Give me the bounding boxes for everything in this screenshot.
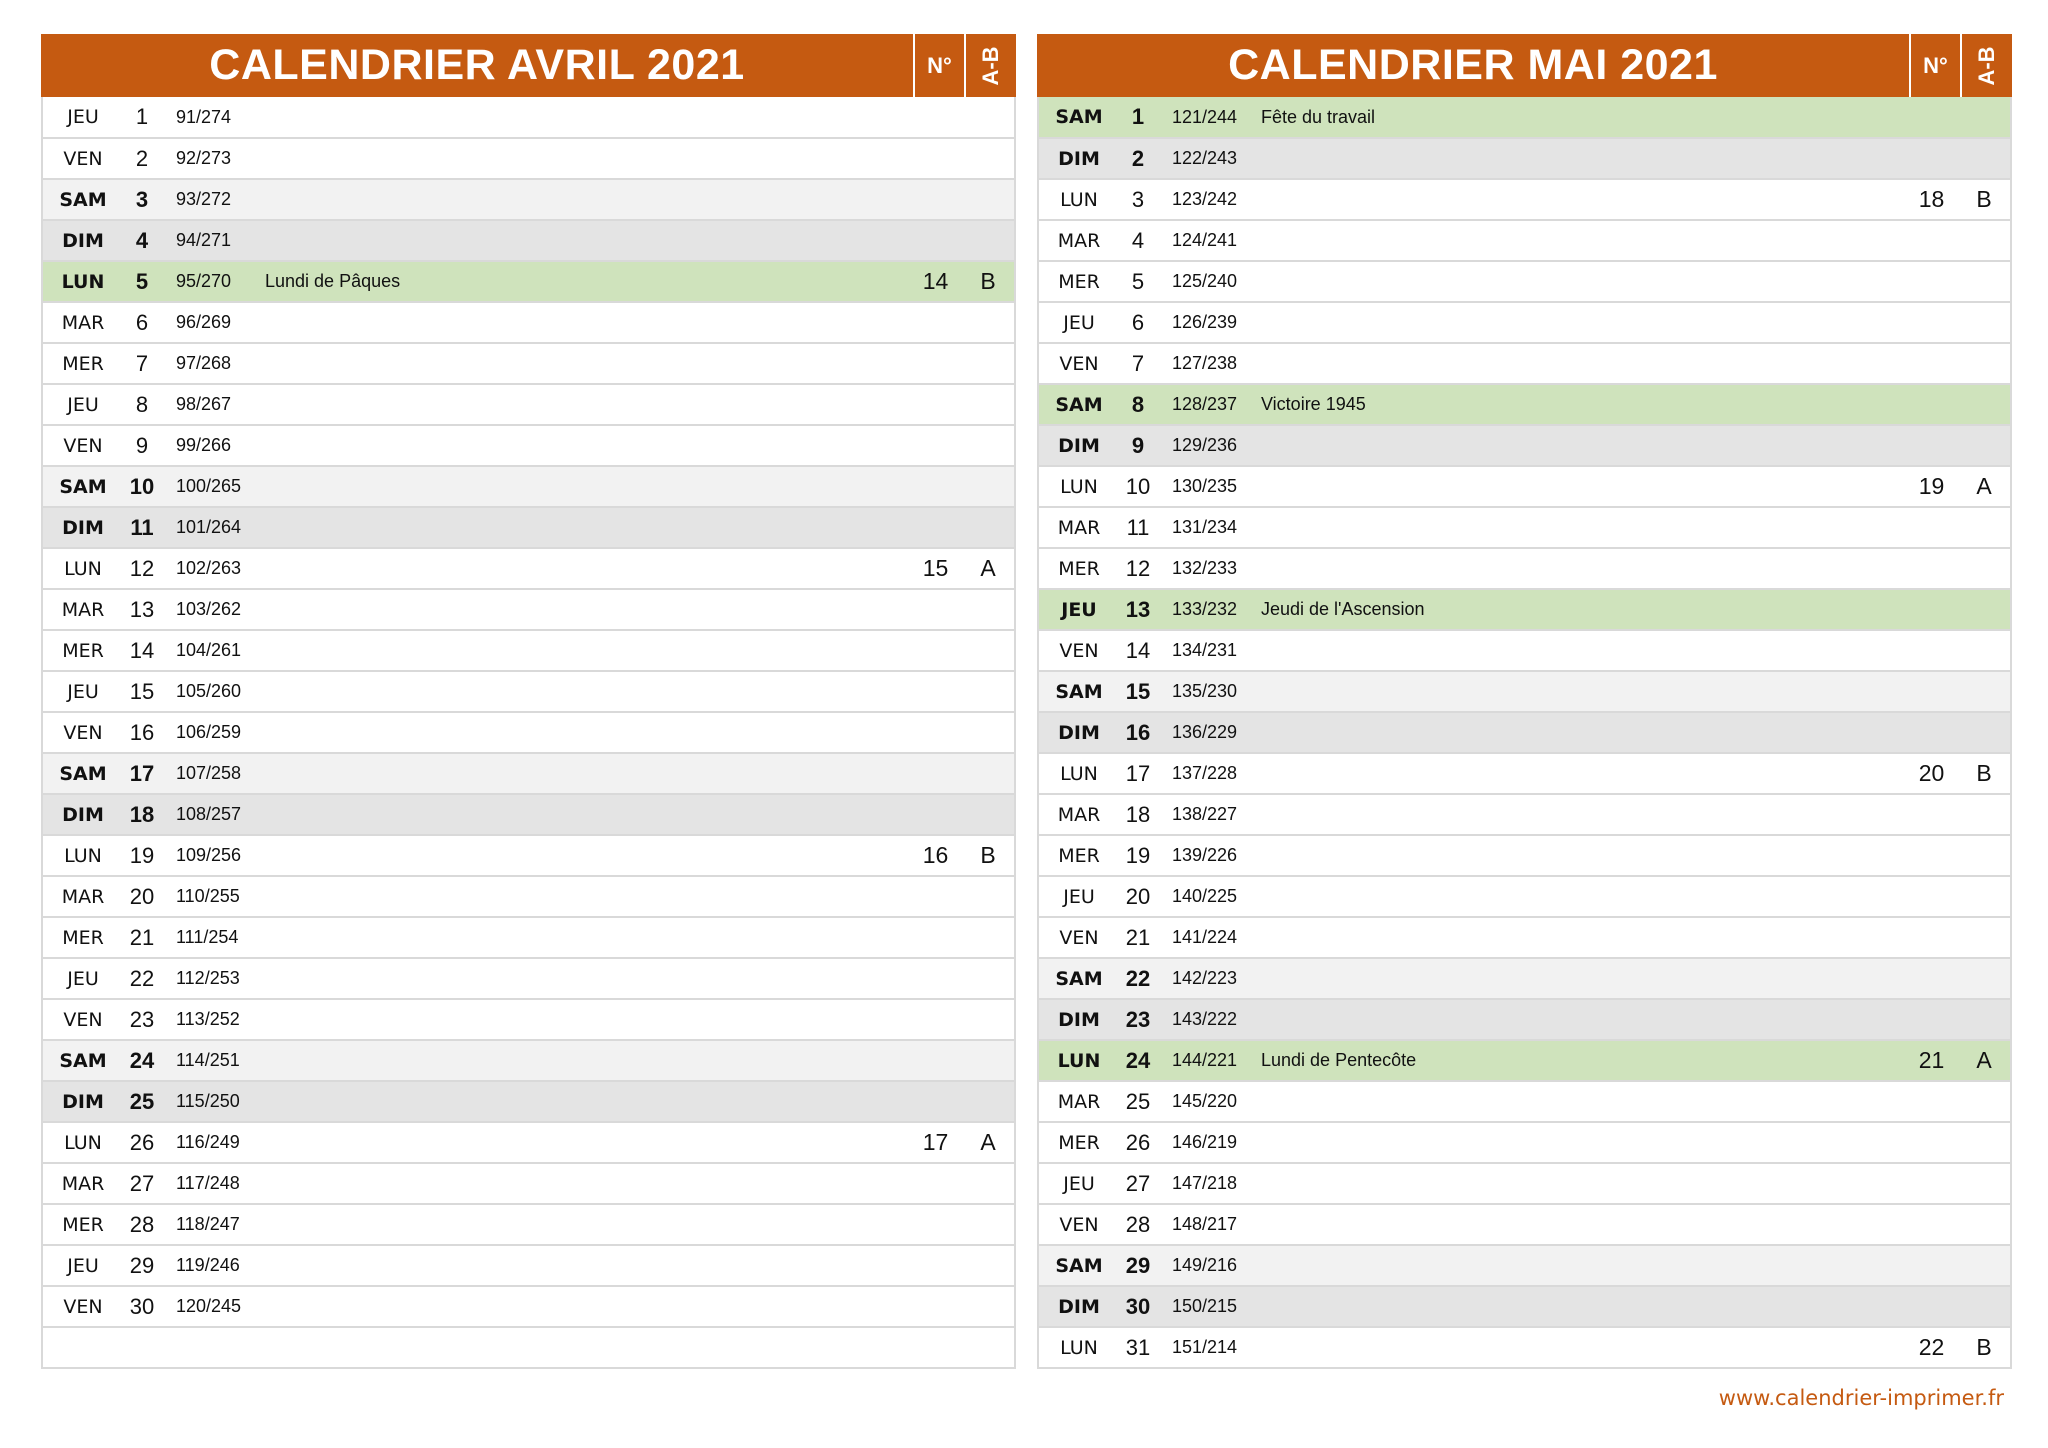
day-number: 2 — [1131, 145, 1145, 171]
day-row — [1039, 711, 2010, 752]
day-row — [43, 752, 1014, 793]
day-of-year: 145/220 — [1172, 1091, 1238, 1111]
week-number: 18 — [1918, 186, 1945, 212]
day-of-week: LUN — [64, 1131, 102, 1154]
day-number: 31 — [1125, 1334, 1151, 1360]
day-number: 22 — [129, 965, 155, 991]
day-number: 11 — [1126, 514, 1150, 540]
day-of-week: DIM — [1058, 1295, 1100, 1318]
may-title: CALENDRIER MAI 2021 — [1228, 41, 1718, 89]
day-of-year: 118/247 — [176, 1214, 240, 1234]
april-calendar — [41, 34, 1016, 1369]
day-of-week: JEU — [1063, 885, 1095, 908]
day-of-week: VEN — [63, 1008, 103, 1031]
week-ab: A — [1976, 473, 1992, 499]
day-of-week: DIM — [1058, 721, 1100, 744]
day-row — [1039, 998, 2010, 1039]
day-row — [43, 1080, 1014, 1121]
day-of-week: JEU — [67, 967, 99, 990]
day-of-year: 96/269 — [176, 312, 232, 332]
day-row — [1039, 97, 2010, 137]
day-of-year: 92/273 — [176, 148, 232, 168]
day-number: 20 — [129, 883, 155, 909]
week-ab: B — [980, 842, 996, 868]
day-row — [1039, 301, 2010, 342]
day-of-year: 112/253 — [176, 968, 240, 988]
day-number: 22 — [1125, 965, 1151, 991]
day-number: 29 — [129, 1252, 155, 1278]
day-number: 5 — [1131, 268, 1145, 294]
day-number: 24 — [1125, 1047, 1151, 1073]
day-number: 16 — [129, 719, 155, 745]
day-number: 3 — [1131, 186, 1145, 212]
day-row — [1039, 547, 2010, 588]
day-row — [43, 424, 1014, 465]
day-number: 29 — [1125, 1252, 1151, 1278]
april-rows — [41, 97, 1016, 1369]
day-row — [1039, 260, 2010, 301]
day-of-week: SAM — [1055, 393, 1103, 416]
day-row — [43, 1326, 1014, 1367]
day-of-year: 111/254 — [176, 927, 239, 947]
day-of-week: VEN — [63, 721, 103, 744]
day-of-week: LUN — [64, 557, 102, 580]
day-row — [43, 957, 1014, 998]
day-of-year: 148/217 — [1172, 1214, 1238, 1234]
day-of-year: 121/244 — [1172, 106, 1238, 127]
day-of-week: VEN — [1059, 639, 1099, 662]
week-number: 19 — [1918, 473, 1945, 499]
day-of-week: VEN — [1059, 926, 1099, 949]
day-row — [43, 301, 1014, 342]
day-of-week: VEN — [63, 1295, 103, 1318]
day-of-year: 120/245 — [176, 1296, 242, 1316]
day-row — [43, 506, 1014, 547]
day-number: 10 — [1125, 473, 1151, 499]
day-row — [1039, 957, 2010, 998]
day-of-week: MAR — [1057, 803, 1101, 826]
day-number: 9 — [135, 432, 149, 458]
day-row — [43, 1203, 1014, 1244]
day-number: 24 — [129, 1047, 155, 1073]
day-number: 5 — [135, 268, 149, 294]
day-of-year: 147/218 — [1172, 1173, 1238, 1193]
day-of-year: 140/225 — [1172, 886, 1238, 906]
day-row — [43, 834, 1014, 875]
day-of-year: 102/263 — [176, 558, 242, 578]
week-ab: B — [1976, 186, 1992, 212]
day-of-year: 138/227 — [1172, 804, 1238, 824]
day-of-week: LUN — [1057, 1049, 1101, 1072]
day-number: 27 — [1125, 1170, 1151, 1196]
april-ab-header — [964, 34, 1016, 97]
event-label: Fête du travail — [1261, 106, 1376, 127]
day-row — [1039, 629, 2010, 670]
day-of-week: JEU — [67, 106, 99, 128]
day-of-year: 99/266 — [176, 435, 232, 455]
day-of-week: MER — [62, 926, 104, 949]
day-number: 13 — [1125, 596, 1151, 622]
day-of-year: 107/258 — [176, 763, 242, 783]
week-ab: A — [1976, 1047, 1992, 1073]
day-of-year: 119/246 — [176, 1255, 240, 1275]
day-row — [1039, 137, 2010, 178]
day-row — [1039, 834, 2010, 875]
day-number: 8 — [1131, 391, 1145, 417]
day-of-year: 97/268 — [176, 353, 232, 373]
day-of-week: DIM — [62, 516, 104, 539]
day-of-year: 106/259 — [176, 722, 242, 742]
event-label: Jeudi de l'Ascension — [1261, 599, 1425, 619]
day-number: 12 — [129, 555, 155, 581]
day-number: 17 — [129, 760, 155, 786]
day-of-year: 151/214 — [1172, 1337, 1238, 1357]
day-of-year: 101/264 — [176, 517, 242, 537]
day-of-year: 144/221 — [1172, 1050, 1238, 1070]
day-row — [1039, 1244, 2010, 1285]
day-row — [43, 629, 1014, 670]
day-number: 17 — [1125, 760, 1151, 786]
day-of-week: DIM — [1058, 1008, 1100, 1031]
day-of-week: MER — [1058, 270, 1100, 293]
day-of-week: MER — [1058, 844, 1100, 867]
day-of-week: JEU — [67, 1254, 99, 1277]
day-of-year: 126/239 — [1172, 312, 1238, 332]
week-ab: B — [980, 268, 996, 294]
day-of-week: VEN — [1059, 352, 1099, 375]
day-row — [1039, 793, 2010, 834]
day-of-year: 115/250 — [176, 1091, 240, 1111]
week-number: 17 — [922, 1129, 949, 1155]
day-number: 6 — [135, 309, 149, 335]
day-row — [1039, 342, 2010, 383]
day-of-year: 91/274 — [176, 106, 232, 127]
day-of-week: SAM — [59, 1049, 107, 1072]
day-number: 13 — [129, 596, 155, 622]
day-number: 15 — [1125, 678, 1151, 704]
day-row — [1039, 1285, 2010, 1326]
day-number: 7 — [1131, 350, 1145, 376]
day-of-year: 124/241 — [1172, 230, 1238, 250]
day-row — [43, 383, 1014, 424]
day-number: 2 — [135, 145, 149, 171]
day-of-year: 93/272 — [176, 189, 232, 209]
day-number: 6 — [1131, 309, 1145, 335]
day-of-year: 98/267 — [176, 394, 232, 414]
day-row — [43, 588, 1014, 629]
may-week-number-header: N° — [1909, 34, 1960, 97]
day-of-week: MER — [62, 352, 104, 375]
day-of-year: 116/249 — [176, 1132, 240, 1152]
day-of-week: LUN — [1060, 188, 1098, 211]
day-row — [1039, 1326, 2010, 1367]
april-header — [41, 34, 1016, 97]
day-row — [43, 342, 1014, 383]
day-row — [43, 1162, 1014, 1203]
may-header — [1037, 34, 2012, 97]
day-number: 21 — [1125, 924, 1151, 950]
day-number: 1 — [135, 104, 149, 129]
day-number: 18 — [129, 801, 155, 827]
day-of-week: MER — [62, 639, 104, 662]
day-number: 25 — [1125, 1088, 1151, 1114]
day-of-week: SAM — [59, 475, 107, 498]
day-of-week: VEN — [63, 434, 103, 457]
april-ab-header-label: A-B — [978, 45, 1003, 86]
day-of-year: 100/265 — [176, 476, 242, 496]
day-of-week: SAM — [1055, 680, 1103, 703]
day-of-week: VEN — [1059, 1213, 1099, 1236]
day-of-week: LUN — [1060, 475, 1098, 498]
event-label: Lundi de Pentecôte — [1261, 1050, 1417, 1070]
day-number: 30 — [129, 1293, 155, 1319]
day-of-year: 105/260 — [176, 681, 242, 701]
week-number: 20 — [1918, 760, 1945, 786]
day-row — [1039, 506, 2010, 547]
day-number: 4 — [135, 227, 149, 253]
day-row — [43, 219, 1014, 260]
day-of-week: DIM — [1058, 434, 1100, 457]
day-of-week: SAM — [1055, 1254, 1103, 1277]
day-of-year: 132/233 — [1172, 558, 1238, 578]
day-of-week: MAR — [1057, 1090, 1101, 1113]
day-of-year: 94/271 — [176, 230, 232, 250]
day-of-year: 129/236 — [1172, 435, 1238, 455]
day-row — [1039, 670, 2010, 711]
day-number: 26 — [1125, 1129, 1151, 1155]
day-of-week: LUN — [1060, 1336, 1098, 1359]
day-of-week: VEN — [63, 147, 103, 170]
day-of-week: MAR — [1057, 516, 1101, 539]
day-of-year: 135/230 — [1172, 681, 1238, 701]
day-of-year: 139/226 — [1172, 845, 1238, 865]
may-rows — [1037, 97, 2012, 1369]
day-number: 11 — [130, 514, 154, 540]
day-of-year: 131/234 — [1172, 517, 1238, 537]
day-of-year: 104/261 — [176, 640, 242, 660]
day-of-week: MER — [62, 1213, 104, 1236]
day-number: 28 — [1125, 1211, 1151, 1237]
week-number: 15 — [922, 555, 949, 581]
day-row — [43, 465, 1014, 506]
day-of-week: JEU — [67, 393, 99, 416]
day-number: 21 — [129, 924, 155, 950]
day-row — [43, 178, 1014, 219]
week-ab: B — [1976, 760, 1992, 786]
day-of-week: SAM — [1055, 967, 1103, 990]
day-row — [1039, 752, 2010, 793]
day-of-year: 142/223 — [1172, 968, 1238, 988]
day-row — [43, 1039, 1014, 1080]
event-label: Victoire 1945 — [1261, 394, 1366, 414]
day-of-week: SAM — [1055, 106, 1103, 128]
day-number: 12 — [1125, 555, 1151, 581]
day-of-week: MER — [1058, 557, 1100, 580]
day-of-year: 109/256 — [176, 845, 242, 865]
day-of-week: SAM — [59, 188, 107, 211]
day-number: 23 — [1125, 1006, 1151, 1032]
day-number: 15 — [129, 678, 155, 704]
day-of-year: 125/240 — [1172, 271, 1238, 291]
day-of-week: LUN — [1060, 762, 1098, 785]
week-ab: A — [980, 555, 996, 581]
day-number: 26 — [129, 1129, 155, 1155]
day-row — [1039, 1039, 2010, 1080]
day-row — [1039, 178, 2010, 219]
day-row — [1039, 1080, 2010, 1121]
may-ab-header-label: A-B — [1974, 45, 1999, 86]
day-of-week: JEU — [1063, 1172, 1095, 1195]
day-row — [43, 260, 1014, 301]
day-of-week: MAR — [61, 885, 105, 908]
day-row — [43, 998, 1014, 1039]
april-week-number-header: N° — [913, 34, 964, 97]
day-row — [1039, 383, 2010, 424]
day-of-year: 134/231 — [1172, 640, 1238, 660]
day-number: 18 — [1125, 801, 1151, 827]
day-number: 4 — [1131, 227, 1145, 253]
may-calendar — [1037, 34, 2012, 1369]
day-row — [43, 1121, 1014, 1162]
day-row — [1039, 588, 2010, 629]
day-row — [1039, 1162, 2010, 1203]
day-of-year: 123/242 — [1172, 189, 1238, 209]
day-of-year: 143/222 — [1172, 1009, 1238, 1029]
day-row — [1039, 1121, 2010, 1162]
day-of-year: 103/262 — [176, 599, 242, 619]
day-row — [43, 97, 1014, 137]
day-number: 25 — [129, 1088, 155, 1114]
day-of-week: LUN — [61, 270, 105, 293]
day-of-year: 95/270 — [176, 271, 232, 291]
day-number: 16 — [1125, 719, 1151, 745]
day-of-year: 141/224 — [1172, 927, 1238, 947]
day-row — [1039, 465, 2010, 506]
day-of-year: 130/235 — [1172, 476, 1238, 496]
day-of-week: MAR — [1057, 229, 1101, 252]
week-ab: A — [980, 1129, 996, 1155]
day-number: 7 — [135, 350, 149, 376]
day-row — [43, 1244, 1014, 1285]
day-of-year: 117/248 — [176, 1173, 240, 1193]
week-number: 14 — [922, 268, 949, 294]
day-row — [43, 137, 1014, 178]
day-number: 10 — [129, 473, 155, 499]
day-of-year: 110/255 — [176, 886, 240, 906]
day-of-week: DIM — [62, 1090, 104, 1113]
day-of-week: LUN — [64, 844, 102, 867]
day-number: 3 — [135, 186, 149, 212]
day-row — [1039, 1203, 2010, 1244]
day-of-week: DIM — [62, 229, 104, 252]
day-of-year: 127/238 — [1172, 353, 1238, 373]
day-row — [1039, 875, 2010, 916]
day-number: 20 — [1125, 883, 1151, 909]
day-row — [43, 875, 1014, 916]
day-of-year: 128/237 — [1172, 394, 1238, 414]
day-of-year: 137/228 — [1172, 763, 1238, 783]
day-number: 9 — [1131, 432, 1145, 458]
day-number: 30 — [1125, 1293, 1151, 1319]
day-of-week: MAR — [61, 1172, 105, 1195]
day-row — [43, 916, 1014, 957]
day-of-year: 136/229 — [1172, 722, 1238, 742]
website-footer[interactable]: www.calendrier-imprimer.fr — [1718, 1386, 2004, 1410]
day-number: 19 — [129, 842, 155, 868]
day-row — [43, 547, 1014, 588]
day-of-week: JEU — [67, 680, 99, 703]
day-of-year: 122/243 — [1172, 148, 1238, 168]
day-of-year: 133/232 — [1172, 599, 1238, 619]
day-row — [1039, 916, 2010, 957]
event-label: Lundi de Pâques — [265, 271, 401, 291]
week-number: 22 — [1918, 1334, 1945, 1360]
day-row — [1039, 219, 2010, 260]
day-number: 19 — [1125, 842, 1151, 868]
week-number: 21 — [1918, 1047, 1945, 1073]
april-title: CALENDRIER AVRIL 2021 — [209, 41, 745, 89]
day-of-week: DIM — [62, 803, 104, 826]
day-row — [43, 1285, 1014, 1326]
day-of-year: 108/257 — [176, 804, 242, 824]
day-of-year: 114/251 — [176, 1050, 240, 1070]
day-number: 1 — [1131, 104, 1145, 129]
day-of-year: 113/252 — [176, 1009, 240, 1029]
day-of-year: 149/216 — [1172, 1255, 1238, 1275]
day-of-year: 146/219 — [1172, 1132, 1238, 1152]
may-ab-header — [1960, 34, 2012, 97]
day-of-week: JEU — [1063, 311, 1095, 334]
day-of-year: 150/215 — [1172, 1296, 1238, 1316]
day-of-week: DIM — [1058, 147, 1100, 170]
day-number: 14 — [1125, 637, 1151, 663]
day-of-week: SAM — [59, 762, 107, 785]
week-ab: B — [1976, 1334, 1992, 1360]
day-of-week: MAR — [61, 311, 105, 334]
day-number: 14 — [129, 637, 155, 663]
day-row — [43, 711, 1014, 752]
day-of-week: MAR — [61, 598, 105, 621]
day-of-week: JEU — [1061, 598, 1097, 621]
day-number: 27 — [129, 1170, 155, 1196]
week-number: 16 — [922, 842, 949, 868]
day-row — [1039, 424, 2010, 465]
day-row — [43, 793, 1014, 834]
day-row — [43, 670, 1014, 711]
day-number: 8 — [135, 391, 149, 417]
day-number: 28 — [129, 1211, 155, 1237]
day-number: 23 — [129, 1006, 155, 1032]
day-of-week: MER — [1058, 1131, 1100, 1154]
